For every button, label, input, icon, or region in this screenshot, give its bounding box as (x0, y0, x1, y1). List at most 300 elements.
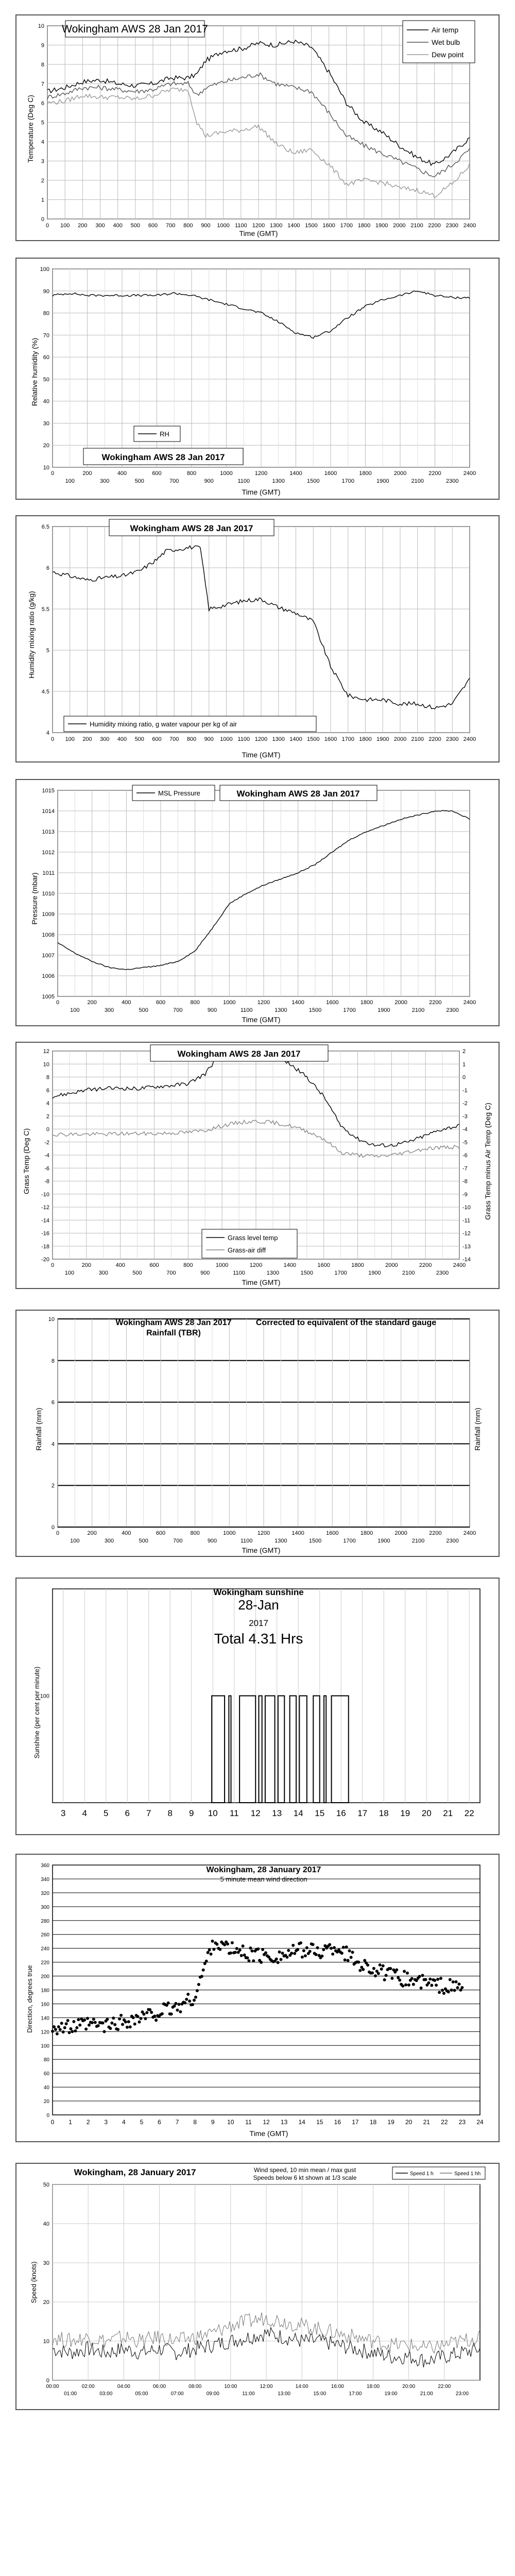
x-tick-label: 05:00 (135, 2391, 148, 2397)
wind-direction-point (83, 2019, 86, 2022)
y-tick-label: 1015 (42, 788, 55, 794)
x-tick-label: 400 (117, 470, 127, 477)
x-tick-label: 06:00 (152, 2384, 166, 2389)
y-tick-label: 10 (38, 23, 44, 29)
x-tick-label: 2300 (446, 1538, 459, 1544)
y-tick-label: 10 (43, 465, 49, 471)
x-tick-label: 2400 (453, 1262, 466, 1268)
x-tick-label: 03:00 (99, 2391, 113, 2397)
wind-direction-point (401, 1985, 404, 1988)
y-tick-label: 50 (43, 2182, 49, 2188)
y-tick-label: 30 (43, 420, 49, 427)
y-tick-label: 120 (41, 2029, 49, 2036)
legend-label-mixing-ratio: Humidity mixing ratio, g water vapour per kg of air (90, 720, 237, 728)
y-tick-label: 6 (51, 1399, 55, 1406)
y-axis-label: Pressure (mbar) (30, 872, 39, 925)
x-tick-label: 0 (50, 736, 55, 742)
x-tick-label: 300 (98, 1270, 108, 1276)
y-tick-label: 8 (51, 1358, 55, 1364)
x-tick-label: 500 (139, 1538, 148, 1544)
wind-direction-point (249, 1946, 252, 1950)
x-tick-label: 800 (186, 470, 197, 477)
wind-direction-point (188, 1999, 191, 2003)
pressure-chart (16, 780, 499, 1025)
y-tick-label: 20 (43, 2299, 49, 2306)
x-tick-label: 600 (156, 999, 166, 1006)
legend-label-grass-temp: Grass level temp (228, 1234, 278, 1242)
x-tick-label: 1300 (272, 478, 285, 484)
wind-direction-point (112, 2016, 115, 2020)
x-tick-label: 19 (387, 2119, 394, 2126)
y-right-tick-label: -8 (462, 1178, 468, 1185)
x-tick-label: 700 (169, 478, 179, 484)
wind-direction-point (191, 2003, 194, 2006)
x-tick-label: 21 (423, 2119, 430, 2126)
wind-direction-point (301, 1956, 304, 1959)
y-tick-label: 1006 (42, 973, 55, 979)
y-right-tick-label: -7 (462, 1165, 468, 1172)
wind-direction-point (252, 1959, 255, 1962)
wind-direction-point (449, 1978, 452, 1981)
y-tick-label: 180 (41, 1988, 49, 1994)
y-axis-label: Relative humidity (%) (30, 337, 39, 406)
x-tick-label: 500 (139, 1007, 148, 1013)
wind-direction-point (460, 1986, 464, 1989)
wind-direction-point (260, 1961, 263, 1964)
x-tick-label: 1700 (343, 1007, 356, 1013)
y-tick-label: 5 (41, 120, 44, 126)
y-tick-label: 4 (46, 730, 49, 736)
wind-direction-point (86, 2017, 89, 2020)
legend-label-pressure: MSL Pressure (158, 789, 200, 797)
x-tick-label: 1500 (308, 1538, 322, 1544)
x-tick-label: 2000 (393, 223, 406, 229)
x-tick-label: 8 (167, 1808, 173, 1818)
y-tick-label: -6 (44, 1165, 49, 1172)
wind-direction-point (161, 2012, 164, 2015)
wind-direction-point (412, 1983, 415, 1986)
x-tick-label: 2100 (411, 736, 424, 742)
legend-label-speed-1hh: Speed 1 hh (454, 2171, 481, 2177)
y-tick-label: 20 (43, 2099, 49, 2105)
wind-direction-point (212, 1948, 215, 1951)
x-tick-label: 900 (200, 1270, 210, 1276)
x-tick-label: 2000 (394, 1530, 407, 1536)
wind-speed-chart-panel (15, 2163, 500, 2410)
wind-direction-point (94, 2021, 97, 2024)
wind-direction-point (78, 2024, 81, 2027)
x-axis-label: Time (GMT) (242, 1546, 281, 1554)
x-tick-label: 1800 (351, 1262, 364, 1268)
wind-direction-point (385, 1974, 388, 1977)
x-axis-label: Time (GMT) (239, 229, 278, 238)
wind-direction-point (197, 1983, 200, 1986)
x-tick-label: 15 (315, 1808, 325, 1818)
wind-direction-point (435, 1984, 438, 1987)
wind-direction-point (308, 1950, 312, 1953)
x-tick-label: 100 (64, 1270, 75, 1276)
x-tick-label: 100 (60, 223, 70, 229)
wind-direction-chart-panel (15, 1854, 500, 2142)
y-tick-label: 10 (43, 2338, 49, 2345)
wind-direction-point (103, 2030, 106, 2033)
x-tick-label: 2100 (411, 1538, 425, 1544)
y-tick-label: 0 (46, 2113, 49, 2119)
x-tick-label: 16 (336, 1808, 346, 1818)
x-tick-label: 1000 (217, 223, 230, 229)
wind-direction-point (208, 1948, 211, 1952)
wind-direction-point (240, 1954, 243, 1957)
y-tick-label: 1009 (42, 911, 55, 918)
x-tick-label: 19 (400, 1808, 410, 1818)
x-tick-label: 1100 (237, 736, 250, 742)
x-tick-label: 500 (134, 736, 144, 742)
chart-title: Wokingham, 28 January 2017 (206, 1866, 321, 1874)
y-right-tick-label: -3 (462, 1113, 468, 1120)
wind-direction-point (433, 1979, 436, 1982)
x-tick-label: 0 (50, 2119, 55, 2126)
y-axis-label: Temperature (Deg C) (26, 95, 35, 163)
y-tick-label: 20 (43, 443, 49, 449)
x-tick-label: 1800 (360, 1530, 373, 1536)
wind-direction-point (371, 1971, 374, 1974)
x-tick-label: 500 (132, 1270, 142, 1276)
chart-year: 2017 (249, 1618, 268, 1628)
x-tick-label: 07:00 (170, 2391, 184, 2397)
y-right-tick-label: 0 (462, 1074, 466, 1081)
x-tick-label: 11 (229, 1808, 239, 1818)
wind-direction-point (331, 1953, 334, 1956)
x-tick-label: 14 (293, 1808, 303, 1818)
legend-label-wet-bulb: Wet bulb (432, 38, 460, 46)
y-tick-label: 40 (43, 2085, 49, 2091)
x-tick-label: 2200 (429, 999, 442, 1006)
x-tick-label: 02:00 (81, 2384, 95, 2389)
wind-direction-point (424, 1978, 427, 1981)
x-tick-label: 16 (334, 2119, 341, 2126)
x-tick-label: 100 (70, 1538, 80, 1544)
wind-direction-point (113, 2023, 116, 2026)
wind-direction-point (57, 2025, 60, 2028)
x-tick-label: 500 (134, 478, 144, 484)
wind-direction-point (374, 1974, 377, 1977)
x-tick-label: 1400 (289, 470, 302, 477)
x-tick-label: 300 (100, 478, 110, 484)
wind-direction-point (278, 1951, 281, 1954)
x-tick-label: 500 (130, 223, 141, 229)
wind-direction-point (340, 1952, 344, 1955)
x-tick-label: 300 (100, 736, 110, 742)
legend-label-rh: RH (160, 430, 169, 438)
x-tick-label: 200 (78, 223, 88, 229)
x-tick-label: 300 (95, 223, 105, 229)
humidity-chart (16, 259, 499, 499)
grass-temp-chart (16, 1043, 499, 1288)
x-tick-label: 1100 (233, 1270, 245, 1276)
rainfall-chart-panel (15, 1310, 500, 1557)
y-tick-label: 220 (41, 1960, 49, 1966)
y-tick-label: 280 (41, 1918, 49, 1924)
y-right-tick-label: -11 (462, 1217, 471, 1224)
x-tick-label: 1600 (324, 736, 337, 742)
x-tick-label: 22 (464, 1808, 474, 1818)
x-tick-label: 2400 (463, 470, 476, 477)
y-tick-label: -2 (44, 1139, 49, 1146)
x-tick-label: 1600 (326, 999, 339, 1006)
x-axis-label: Time (GMT) (249, 2129, 288, 2138)
x-tick-label: 14:00 (295, 2384, 308, 2389)
y-tick-label: 1013 (42, 829, 55, 835)
chart-title: Wokingham AWS 28 Jan 2017 (115, 1318, 232, 1327)
wind-direction-point (121, 2023, 124, 2026)
wind-direction-point (109, 2027, 112, 2030)
x-tick-label: 800 (186, 736, 197, 742)
wind-direction-point (322, 1948, 325, 1951)
y-tick-label: -10 (41, 1191, 49, 1198)
wind-direction-point (320, 1955, 323, 1958)
y-tick-label: 60 (43, 354, 49, 361)
wind-direction-point (377, 1972, 380, 1975)
wind-direction-point (175, 2002, 178, 2005)
wind-direction-point (138, 2021, 141, 2024)
x-tick-label: 1900 (377, 1007, 390, 1013)
y-tick-label: 6 (46, 1087, 49, 1094)
y-tick-label: 260 (41, 1932, 49, 1938)
y-tick-label: 12 (43, 1048, 49, 1055)
wind-direction-point (144, 2017, 147, 2020)
chart-title: Wokingham sunshine (213, 1587, 304, 1597)
wind-direction-point (229, 1952, 232, 1955)
wind-direction-point (438, 1991, 441, 1994)
wind-direction-point (179, 2010, 182, 2013)
y-right-tick-label: -10 (462, 1205, 471, 1211)
wind-direction-point (223, 1943, 226, 1946)
x-tick-label: 100 (65, 478, 75, 484)
wind-direction-point (66, 2019, 70, 2022)
wind-direction-point (358, 1969, 362, 1972)
wind-direction-point (170, 2012, 173, 2015)
y-tick-label: -14 (41, 1217, 49, 1224)
x-tick-label: 1800 (357, 223, 371, 229)
x-tick-label: 300 (104, 1007, 114, 1013)
mixing-ratio-chart-panel (15, 515, 500, 762)
x-tick-label: 1300 (274, 1538, 287, 1544)
wind-direction-point (315, 1953, 318, 1956)
x-tick-label: 2000 (385, 1262, 398, 1268)
x-tick-label: 1100 (237, 478, 250, 484)
x-tick-label: 23:00 (455, 2391, 469, 2397)
y-tick-label: 340 (41, 1876, 49, 1883)
y-tick-label: 40 (43, 2221, 49, 2227)
chart-subtitle-2: Speeds below 6 kt shown at 1/3 scale (253, 2174, 357, 2181)
wind-direction-point (345, 1945, 348, 1948)
wind-direction-point (441, 1989, 444, 1992)
wind-direction-point (380, 1968, 383, 1971)
x-tick-label: 300 (104, 1538, 114, 1544)
x-tick-label: 01:00 (64, 2391, 77, 2397)
x-tick-label: 2300 (446, 736, 459, 742)
x-tick-label: 400 (117, 736, 127, 742)
pressure-chart-panel (15, 779, 500, 1026)
x-tick-label: 22:00 (438, 2384, 451, 2389)
x-tick-label: 4 (82, 1808, 87, 1818)
x-tick-label: 1200 (254, 470, 268, 477)
x-tick-label: 2300 (446, 1007, 459, 1013)
x-tick-label: 900 (201, 223, 211, 229)
x-tick-label: 1600 (317, 1262, 330, 1268)
x-tick-label: 400 (122, 1530, 131, 1536)
x-tick-label: 3 (104, 2119, 108, 2126)
x-tick-label: 600 (148, 223, 158, 229)
wind-direction-point (344, 1958, 347, 1961)
wind-direction-point (277, 1961, 280, 1964)
y-tick-label: 0 (46, 2378, 49, 2384)
wind-direction-point (63, 2026, 66, 2029)
x-tick-label: 2100 (410, 223, 423, 229)
wind-direction-point (51, 2030, 54, 2033)
x-tick-label: 11 (245, 2119, 252, 2126)
x-tick-label: 2400 (463, 223, 476, 229)
wind-direction-point (455, 1980, 458, 1984)
x-tick-label: 1300 (272, 736, 285, 742)
wind-direction-point (238, 1948, 242, 1952)
x-tick-label: 13 (272, 1808, 282, 1818)
y-tick-label: 360 (41, 1863, 49, 1869)
x-tick-label: 200 (87, 999, 97, 1006)
x-axis-label: Time (GMT) (242, 751, 281, 759)
wind-direction-point (256, 1947, 260, 1951)
gauge-note: Corrected to equivalent of the standard gauge (255, 1318, 437, 1327)
x-tick-label: 22 (441, 2119, 448, 2126)
y-tick-label: 1014 (42, 808, 55, 815)
x-tick-label: 15 (316, 2119, 323, 2126)
x-tick-label: 00:00 (46, 2384, 59, 2389)
wind-direction-point (333, 1946, 336, 1949)
wind-direction-point (366, 1963, 369, 1967)
x-tick-label: 2100 (411, 1007, 425, 1013)
x-tick-label: 13 (280, 2119, 288, 2126)
x-tick-label: 12 (263, 2119, 270, 2126)
x-tick-label: 200 (82, 470, 92, 477)
x-tick-label: 700 (173, 1538, 183, 1544)
x-tick-label: 1900 (368, 1270, 381, 1276)
y-tick-label: 6 (41, 100, 44, 107)
x-tick-label: 04:00 (117, 2384, 130, 2389)
y-tick-label: 9 (41, 42, 44, 49)
legend (403, 21, 475, 63)
x-tick-label: 18 (369, 2119, 377, 2126)
wind-direction-point (372, 1967, 375, 1970)
wind-direction-point (150, 2011, 153, 2014)
y-right-tick-label: -1 (462, 1087, 468, 1094)
y-tick-label: 1012 (42, 850, 55, 856)
legend (202, 1229, 297, 1258)
x-tick-label: 2200 (428, 470, 441, 477)
x-tick-label: 18 (379, 1808, 389, 1818)
wind-direction-point (439, 1977, 442, 1980)
x-tick-label: 1300 (269, 223, 283, 229)
x-tick-label: 2200 (419, 1262, 432, 1268)
legend-label-grass-air-diff: Grass-air diff (228, 1246, 266, 1254)
x-tick-label: 6 (125, 1808, 130, 1818)
legend (132, 785, 215, 801)
y-tick-label: 4 (46, 1100, 49, 1107)
wind-direction-point (458, 1982, 461, 1986)
x-tick-label: 800 (183, 223, 193, 229)
y-right-tick-label: -4 (462, 1126, 468, 1133)
y-tick-label: 1008 (42, 932, 55, 938)
x-tick-label: 16:00 (331, 2384, 344, 2389)
wind-direction-point (77, 2018, 80, 2021)
wind-direction-point (275, 1958, 278, 1961)
x-tick-label: 800 (190, 1530, 200, 1536)
y-tick-label: 160 (41, 2002, 49, 2008)
y-right-tick-label: -13 (462, 1243, 471, 1250)
wind-direction-point (88, 2024, 91, 2027)
legend (392, 2167, 485, 2179)
wind-direction-point (176, 2009, 179, 2012)
wind-direction-point (71, 2030, 74, 2033)
x-axis-label: Time (GMT) (242, 488, 281, 496)
x-tick-label: 400 (122, 999, 131, 1006)
x-tick-label: 700 (169, 736, 179, 742)
y-tick-label: 200 (41, 1974, 49, 1980)
x-tick-label: 1900 (375, 223, 388, 229)
x-tick-label: 9 (211, 2119, 215, 2126)
y-tick-label: 6 (46, 565, 49, 571)
wind-direction-point (140, 2017, 143, 2020)
y-tick-label: 5 (46, 648, 49, 654)
y-right-tick-label: -6 (462, 1153, 468, 1159)
x-tick-label: 400 (113, 223, 123, 229)
y-tick-label: 1011 (42, 870, 55, 876)
mixing-ratio-chart (16, 516, 499, 761)
x-tick-label: 0 (45, 223, 49, 229)
x-tick-label: 900 (204, 478, 214, 484)
x-tick-label: 2 (86, 2119, 90, 2126)
x-tick-label: 1500 (307, 478, 320, 484)
x-tick-label: 15:00 (313, 2391, 327, 2397)
x-tick-label: 1300 (274, 1007, 287, 1013)
wind-direction-point (296, 1948, 299, 1951)
wind-direction-point (410, 1977, 414, 1980)
wind-direction-point (118, 2018, 121, 2021)
chart-title: Wokingham AWS 28 Jan 2017 (130, 523, 253, 533)
y-right-tick-label: 2 (462, 1048, 466, 1055)
wind-direction-point (183, 2002, 186, 2005)
wind-direction-point (430, 1984, 433, 1987)
x-tick-label: 1500 (307, 736, 320, 742)
wind-direction-point (126, 2026, 129, 2029)
x-tick-label: 1400 (291, 999, 304, 1006)
x-tick-label: 2400 (463, 999, 476, 1006)
x-tick-label: 17 (352, 2119, 359, 2126)
x-tick-label: 600 (152, 736, 162, 742)
x-tick-label: 600 (152, 470, 162, 477)
x-tick-label: 2000 (393, 470, 407, 477)
wind-direction-point (342, 1946, 345, 1949)
y-tick-label: 8 (46, 1074, 49, 1081)
y-tick-label: 4 (51, 1441, 55, 1448)
wind-direction-point (202, 1969, 205, 1972)
y-axis-label: Speed (knots) (30, 2261, 38, 2303)
wind-direction-point (452, 1980, 455, 1984)
sunshine-chart (16, 1579, 499, 1834)
x-tick-label: 1000 (220, 470, 233, 477)
wind-direction-point (280, 1958, 283, 1961)
x-tick-label: 1200 (257, 999, 270, 1006)
chart-title: Wokingham AWS 28 Jan 2017 (236, 789, 360, 799)
